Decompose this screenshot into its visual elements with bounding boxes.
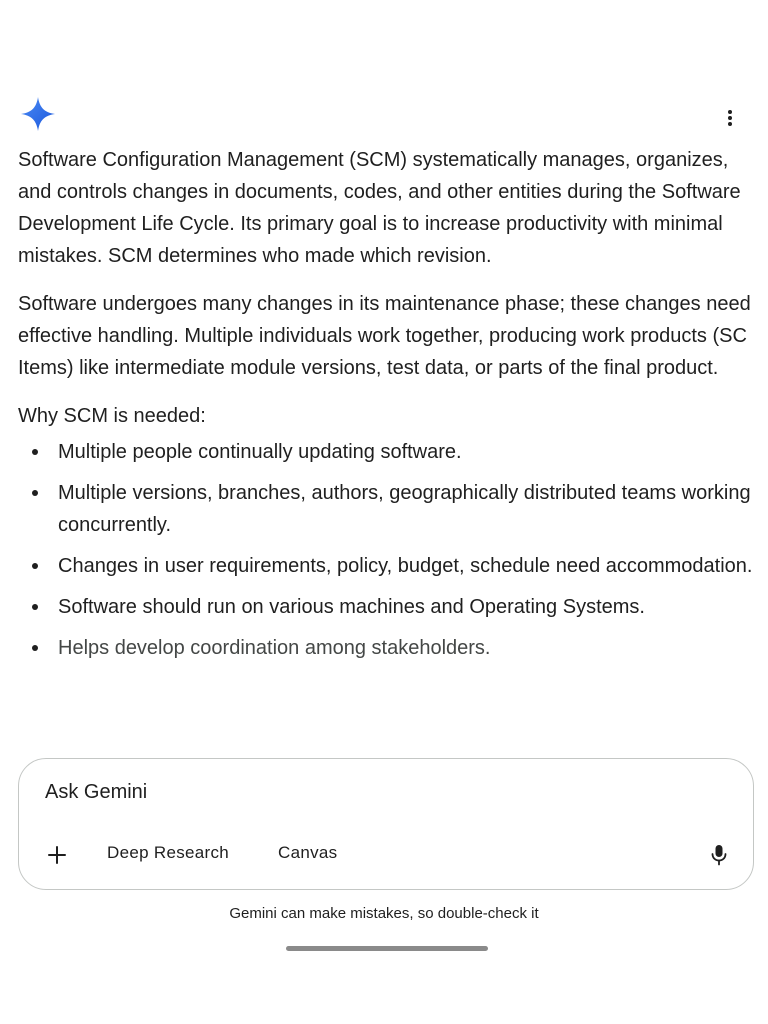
bullet-icon xyxy=(32,563,38,569)
bullet-icon xyxy=(32,490,38,496)
list-item-text: Changes in user requirements, policy, budget, schedule need accommodation. xyxy=(58,555,753,577)
bullet-icon xyxy=(32,645,38,651)
list-item xyxy=(18,591,758,623)
deep-research-button[interactable]: Deep Research xyxy=(107,843,230,862)
response-paragraph: Software undergoes many changes in its maintenance phase; these changes need effective handling. Multiple individuals work together, producing work products (SC Items) like intermediate module versions, test data, or parts of the final product. xyxy=(18,293,751,379)
list-item-text: Software should run on various machines and Operating Systems. xyxy=(58,596,645,618)
plus-icon xyxy=(47,845,67,865)
list-item xyxy=(18,632,758,664)
why-heading: Why SCM is needed: xyxy=(18,405,206,427)
more-options-button[interactable] xyxy=(716,104,744,132)
bullet-icon xyxy=(32,449,38,455)
list-item-text: Multiple people continually updating software. xyxy=(58,441,462,463)
gemini-sparkle-icon xyxy=(20,96,56,132)
voice-input-button[interactable] xyxy=(705,841,733,869)
assistant-response xyxy=(18,144,758,673)
disclaimer-text: Gemini can make mistakes, so double-check it xyxy=(229,905,539,922)
bullet-icon xyxy=(32,604,38,610)
list-item xyxy=(18,436,758,468)
list-item-text: Helps develop coordination among stakeholders. xyxy=(58,637,491,659)
list-item xyxy=(18,477,758,541)
list-item-text: Multiple versions, branches, authors, geographically distributed teams working concurrently. xyxy=(58,482,751,536)
list-item xyxy=(18,550,758,582)
microphone-icon xyxy=(711,844,727,866)
add-attachment-button[interactable] xyxy=(43,841,71,869)
reasons-list xyxy=(18,436,758,664)
home-indicator-bar[interactable] xyxy=(286,946,488,951)
more-vert-icon xyxy=(727,109,733,127)
prompt-composer xyxy=(18,758,754,890)
ask-gemini-input[interactable]: Ask Gemini xyxy=(45,781,148,803)
response-paragraph: Software Configuration Management (SCM) systematically manages, organizes, and controls changes in documents, codes, and other entities during the Software Development Life Cycle. Its primary goal is to increase productivity with minimal mistakes. SCM determines who made which revision. xyxy=(18,149,741,267)
canvas-button[interactable]: Canvas xyxy=(278,843,338,862)
